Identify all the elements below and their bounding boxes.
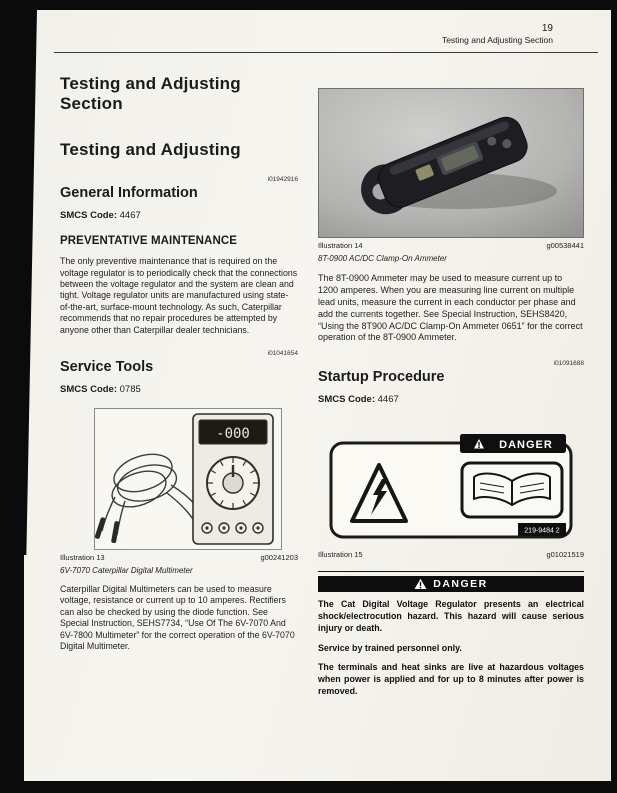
danger-sign-illustration xyxy=(328,431,574,545)
startup-procedure-heading: Startup Procedure xyxy=(318,369,445,386)
danger-warning-block xyxy=(318,571,584,697)
page-number: 19 xyxy=(541,23,553,34)
ref-id-general: i01942916 xyxy=(267,176,298,184)
smcs-line-general xyxy=(60,210,298,221)
sign-danger-label: DANGER xyxy=(499,439,553,452)
page-header xyxy=(442,23,553,45)
clamp-on-ammeter-photo xyxy=(319,89,583,237)
smcs-value: 4467 xyxy=(377,394,399,406)
general-information-heading: General Information xyxy=(60,185,198,202)
warning-top-rule xyxy=(318,571,584,572)
section-sub-title: Testing and Adjusting xyxy=(60,140,241,160)
illustration-14-title: 8T-0900 AC/DC Clamp-On Ammeter xyxy=(318,254,447,263)
smcs-label: SMCS Code: xyxy=(318,394,375,406)
illustration-13-title: 6V-7070 Caterpillar Digital Multimeter xyxy=(60,566,193,576)
section-main-title: Testing and Adjusting Section xyxy=(60,74,241,114)
paper xyxy=(24,10,611,781)
smcs-line-startup xyxy=(318,394,584,405)
sign-part-number: 219-9484 2 xyxy=(524,527,560,535)
ref-id-startup: i01091688 xyxy=(553,360,584,368)
ammeter-body: The 8T-0900 Ammeter may be used to measure current up to 1200 amperes. When you are measuring line current on multiple lead units, measure the current in each conductor per phase and add the currents together. See Special Instruction, SEHS8420, “Using the 8T900 AC/DC Clamp-On Ammeter 0651” for the correct operation of the 8T-0900 Ammeter. xyxy=(318,273,583,343)
illustration-gref: g00538441 xyxy=(546,241,584,250)
service-tools-body: Caterpillar Digital Multimeters can be used to measure voltage, resistance or current up to 10 amperes. Rectifiers can also be checked by using the diode function. See Special Instruction, SEHS7734, “Use Of The 6V-7070 And 6V-7800 Multimeter” for the correct operation of the 6V-7070 Digital Multimeter. xyxy=(60,584,295,652)
service-tools-heading: Service Tools xyxy=(60,359,154,376)
ammeter-figure xyxy=(318,88,584,238)
meter-display-readout: -000 xyxy=(216,426,250,443)
warning-paragraph-1: The Cat Digital Voltage Regulator presents an electrical shock/electrocution hazard. This hazard will cause serious injury or death. xyxy=(318,599,584,633)
danger-banner xyxy=(318,576,584,592)
danger-sign-figure xyxy=(328,431,574,545)
preventative-maintenance-heading: PREVENTATIVE MAINTENANCE xyxy=(60,235,238,248)
header-rule xyxy=(54,52,598,53)
illustration-gref: g01021519 xyxy=(546,550,584,560)
illustration-14-caption-row xyxy=(318,241,584,250)
illustration-13-caption-row xyxy=(60,553,298,562)
smcs-label: SMCS Code: xyxy=(60,384,117,396)
warning-paragraph-3: The terminals and heat sinks are live at hazardous voltages when power is applied and for up to 8 minutes after power is removed. xyxy=(318,662,584,696)
smcs-label: SMCS Code: xyxy=(60,210,117,222)
illustration-label: Illustration 13 xyxy=(60,553,105,563)
general-information-body: The only preventive maintenance that is required on the voltage regulator is to periodically check that the connections between the voltage regulator and the system are clean and tight. Voltage regulator units are manufactured using state-of-the-art, surface-mount technology. As such, Caterpillar recommends that no repair procedures be attempted by anyone other than Caterpillar dealer technicians. xyxy=(60,256,298,335)
header-section-title: Testing and Adjusting Section xyxy=(441,35,553,45)
illustration-label: Illustration 15 xyxy=(318,550,363,560)
ref-id-service-tools: i01041654 xyxy=(267,350,298,358)
left-column xyxy=(60,60,298,653)
smcs-value: 4467 xyxy=(119,210,141,222)
warning-paragraph-2: Service by trained personnel only. xyxy=(318,642,462,653)
multimeter-figure xyxy=(94,408,282,550)
illustration-15-caption-row xyxy=(318,550,584,559)
warning-triangle-icon xyxy=(414,578,427,590)
illustration-gref: g00241203 xyxy=(260,553,298,563)
danger-banner-label: DANGER xyxy=(433,578,488,591)
illustration-label: Illustration 14 xyxy=(318,241,363,250)
smcs-value: 0785 xyxy=(119,384,141,396)
smcs-line-service-tools xyxy=(60,384,298,395)
multimeter-illustration xyxy=(95,409,281,549)
right-column xyxy=(318,72,584,698)
